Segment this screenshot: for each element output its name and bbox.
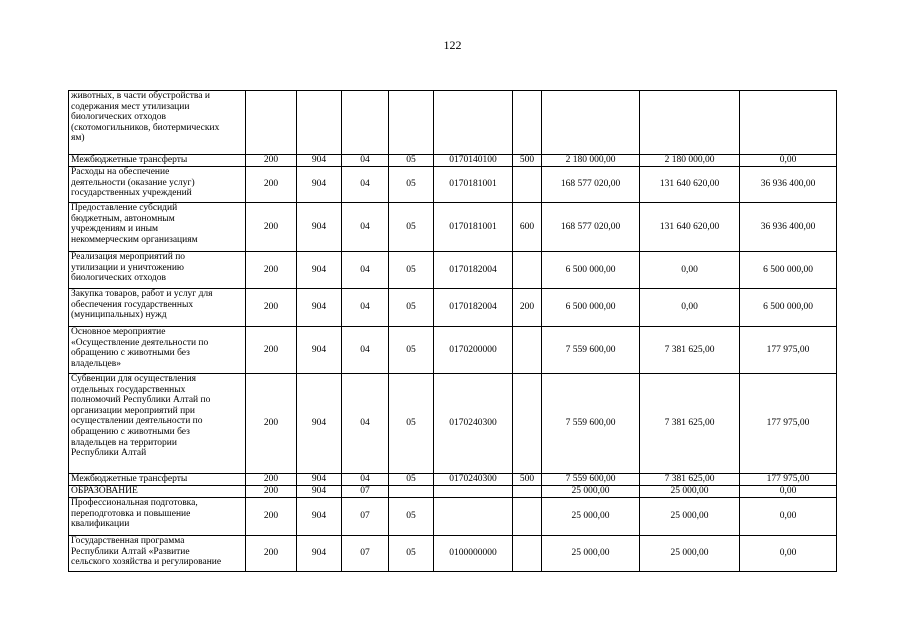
table-row [69, 498, 837, 536]
cell-c3: 04 [342, 252, 389, 289]
cell-c4: 05 [389, 289, 434, 327]
cell-v1: 168 577 020,00 [542, 203, 640, 252]
cell-v1: 2 180 000,00 [542, 155, 640, 167]
row-name-line: Государственная программа [71, 536, 185, 546]
cell-c5: 0170200000 [434, 327, 513, 374]
table-row [69, 91, 837, 155]
cell-v1: 6 500 000,00 [542, 252, 640, 289]
table-row [69, 252, 837, 289]
cell-c5: 0170182004 [434, 289, 513, 327]
cell-c4: 05 [389, 155, 434, 167]
row-name-line: переподготовка и повышение [71, 508, 191, 519]
cell-c1 [246, 91, 297, 155]
row-name [69, 252, 246, 289]
budget-table [68, 90, 837, 572]
cell-c4: 05 [389, 474, 434, 486]
row-name-line: (скотомогильников, биотермических [71, 122, 220, 133]
row-name [69, 474, 246, 486]
cell-v3: 0,00 [740, 536, 837, 572]
row-name [69, 167, 246, 203]
cell-v3: 177 975,00 [740, 374, 837, 474]
row-name-line: биологических отходов [71, 112, 166, 123]
cell-v1: 7 559 600,00 [542, 327, 640, 374]
cell-c3: 04 [342, 327, 389, 374]
cell-v1: 7 559 600,00 [542, 474, 640, 486]
row-name-line: осуществлении деятельности по [71, 416, 203, 427]
row-name [69, 327, 246, 374]
row-name [69, 374, 246, 474]
cell-v1: 25 000,00 [542, 486, 640, 498]
row-name-line: Расходы на обеспечение [71, 167, 170, 177]
row-name-line: содержания мест утилизации [71, 101, 190, 112]
cell-c6: 600 [513, 203, 542, 252]
table-row [69, 327, 837, 374]
cell-c2 [297, 91, 342, 155]
cell-c4: 05 [389, 203, 434, 252]
row-name-line: «Осуществление деятельности по [71, 337, 209, 348]
cell-c5 [434, 91, 513, 155]
row-name [69, 498, 246, 536]
cell-c4: 05 [389, 536, 434, 572]
cell-c3: 07 [342, 498, 389, 536]
cell-c1: 200 [246, 474, 297, 486]
table-row [69, 536, 837, 572]
cell-c4: 05 [389, 374, 434, 474]
cell-v3: 6 500 000,00 [740, 252, 837, 289]
row-name-line: Межбюджетные трансферты [71, 474, 188, 484]
cell-c6: 200 [513, 289, 542, 327]
table-row [69, 289, 837, 327]
row-name [69, 486, 246, 498]
row-name-line: (муниципальных) нужд [71, 310, 167, 321]
cell-v1: 25 000,00 [542, 498, 640, 536]
cell-c6 [513, 536, 542, 572]
cell-c1: 200 [246, 155, 297, 167]
cell-c1: 200 [246, 327, 297, 374]
cell-c2: 904 [297, 474, 342, 486]
cell-c2: 904 [297, 327, 342, 374]
cell-v2: 25 000,00 [640, 498, 740, 536]
cell-v3: 0,00 [740, 486, 837, 498]
table-row [69, 486, 837, 498]
row-name-line: утилизации и уничтожению [71, 262, 185, 273]
table-row [69, 474, 837, 486]
row-name [69, 155, 246, 167]
cell-v3: 36 936 400,00 [740, 203, 837, 252]
cell-c2: 904 [297, 167, 342, 203]
cell-v1: 25 000,00 [542, 536, 640, 572]
row-name-line: биологических отходов [71, 273, 166, 284]
row-name-line: бюджетным, автономным [71, 213, 175, 224]
cell-c3: 04 [342, 474, 389, 486]
row-name-line: ям) [71, 133, 85, 144]
row-name-line: Закупка товаров, работ и услуг для [71, 289, 213, 299]
row-name-line: Республики Алтай [71, 448, 147, 459]
row-name-line: Профессиональная подготовка, [71, 498, 198, 508]
cell-c4: 05 [389, 252, 434, 289]
cell-c3: 04 [342, 155, 389, 167]
row-name-line: сельского хозяйства и регулирование [71, 557, 222, 568]
cell-c3: 04 [342, 203, 389, 252]
cell-c6 [513, 252, 542, 289]
cell-v2: 7 381 625,00 [640, 474, 740, 486]
cell-c3: 07 [342, 486, 389, 498]
row-name-line: отдельных государственных [71, 384, 186, 395]
cell-c2: 904 [297, 289, 342, 327]
row-name-line: полномочий Республики Алтай по [71, 395, 211, 406]
row-name-line: Межбюджетные трансферты [71, 155, 188, 165]
cell-c6: 500 [513, 474, 542, 486]
cell-c1: 200 [246, 374, 297, 474]
cell-c6 [513, 91, 542, 155]
row-name-line: обращению с животными без [71, 348, 190, 359]
cell-c6 [513, 486, 542, 498]
row-name-line: Субвенции для осуществления [71, 374, 197, 384]
table-row [69, 374, 837, 474]
cell-c2: 904 [297, 155, 342, 167]
cell-c5: 0170182004 [434, 252, 513, 289]
row-name-line: государственных учреждений [71, 188, 192, 199]
row-name-line: учреждениям и иным [71, 224, 159, 235]
cell-c3: 04 [342, 289, 389, 327]
page-number: 122 [443, 38, 462, 52]
cell-c2: 904 [297, 252, 342, 289]
cell-v2: 0,00 [640, 252, 740, 289]
cell-v1: 168 577 020,00 [542, 167, 640, 203]
cell-c6 [513, 374, 542, 474]
cell-c6 [513, 498, 542, 536]
row-name-line: Основное мероприятие [71, 327, 166, 337]
row-name-line: деятельности (оказание услуг) [71, 177, 195, 188]
cell-c2: 904 [297, 498, 342, 536]
row-name [69, 91, 246, 155]
cell-c5 [434, 486, 513, 498]
cell-v3: 36 936 400,00 [740, 167, 837, 203]
cell-c6 [513, 167, 542, 203]
cell-c5: 0170140100 [434, 155, 513, 167]
row-name-line: Реализация мероприятий по [71, 252, 186, 262]
cell-c1: 200 [246, 498, 297, 536]
cell-c3: 04 [342, 374, 389, 474]
cell-c4 [389, 486, 434, 498]
cell-c4: 05 [389, 327, 434, 374]
cell-c5: 0170181001 [434, 203, 513, 252]
row-name [69, 536, 246, 572]
table-row [69, 167, 837, 203]
cell-c3: 07 [342, 536, 389, 572]
cell-c1: 200 [246, 203, 297, 252]
cell-c3 [342, 91, 389, 155]
row-name-line: владельцев на территории [71, 437, 177, 448]
cell-c5: 0170240300 [434, 474, 513, 486]
row-name-line: ОБРАЗОВАНИЕ [71, 486, 138, 496]
cell-v1: 6 500 000,00 [542, 289, 640, 327]
table-row [69, 203, 837, 252]
cell-c4 [389, 91, 434, 155]
cell-v1 [542, 91, 640, 155]
cell-c5 [434, 498, 513, 536]
cell-v2: 0,00 [640, 289, 740, 327]
cell-c5: 0170181001 [434, 167, 513, 203]
cell-c4: 05 [389, 498, 434, 536]
row-name [69, 289, 246, 327]
cell-c2: 904 [297, 536, 342, 572]
row-name-line: животных, в части обустройства и [71, 91, 210, 101]
cell-v3: 177 975,00 [740, 474, 837, 486]
cell-v3: 0,00 [740, 155, 837, 167]
cell-v2: 7 381 625,00 [640, 327, 740, 374]
cell-c6: 500 [513, 155, 542, 167]
cell-c2: 904 [297, 203, 342, 252]
cell-c2: 904 [297, 374, 342, 474]
cell-v2 [640, 91, 740, 155]
row-name-line: обеспечения государственных [71, 299, 194, 310]
cell-v2: 25 000,00 [640, 486, 740, 498]
cell-c5: 0170240300 [434, 374, 513, 474]
row-name-line: обращению с животными без [71, 426, 190, 437]
cell-c5: 0100000000 [434, 536, 513, 572]
row-name-line: владельцев» [71, 358, 121, 369]
row-name-line: квалификации [71, 519, 130, 530]
cell-c2: 904 [297, 486, 342, 498]
table-row [69, 155, 837, 167]
row-name-line: Предоставление субсидий [71, 203, 178, 213]
cell-v3 [740, 91, 837, 155]
row-name-line: Республики Алтай «Развитие [71, 546, 190, 557]
cell-c4: 05 [389, 167, 434, 203]
row-name-line: некоммерческим организациям [71, 234, 198, 245]
cell-v2: 7 381 625,00 [640, 374, 740, 474]
cell-v2: 25 000,00 [640, 536, 740, 572]
row-name-line: организации мероприятий при [71, 405, 196, 416]
cell-c1: 200 [246, 486, 297, 498]
cell-v3: 6 500 000,00 [740, 289, 837, 327]
row-name [69, 203, 246, 252]
cell-v2: 131 640 620,00 [640, 167, 740, 203]
cell-c1: 200 [246, 289, 297, 327]
cell-v1: 7 559 600,00 [542, 374, 640, 474]
cell-v3: 177 975,00 [740, 327, 837, 374]
cell-c3: 04 [342, 167, 389, 203]
cell-c1: 200 [246, 536, 297, 572]
cell-c1: 200 [246, 252, 297, 289]
cell-v2: 2 180 000,00 [640, 155, 740, 167]
cell-c6 [513, 327, 542, 374]
cell-v3: 0,00 [740, 498, 837, 536]
cell-v2: 131 640 620,00 [640, 203, 740, 252]
cell-c1: 200 [246, 167, 297, 203]
